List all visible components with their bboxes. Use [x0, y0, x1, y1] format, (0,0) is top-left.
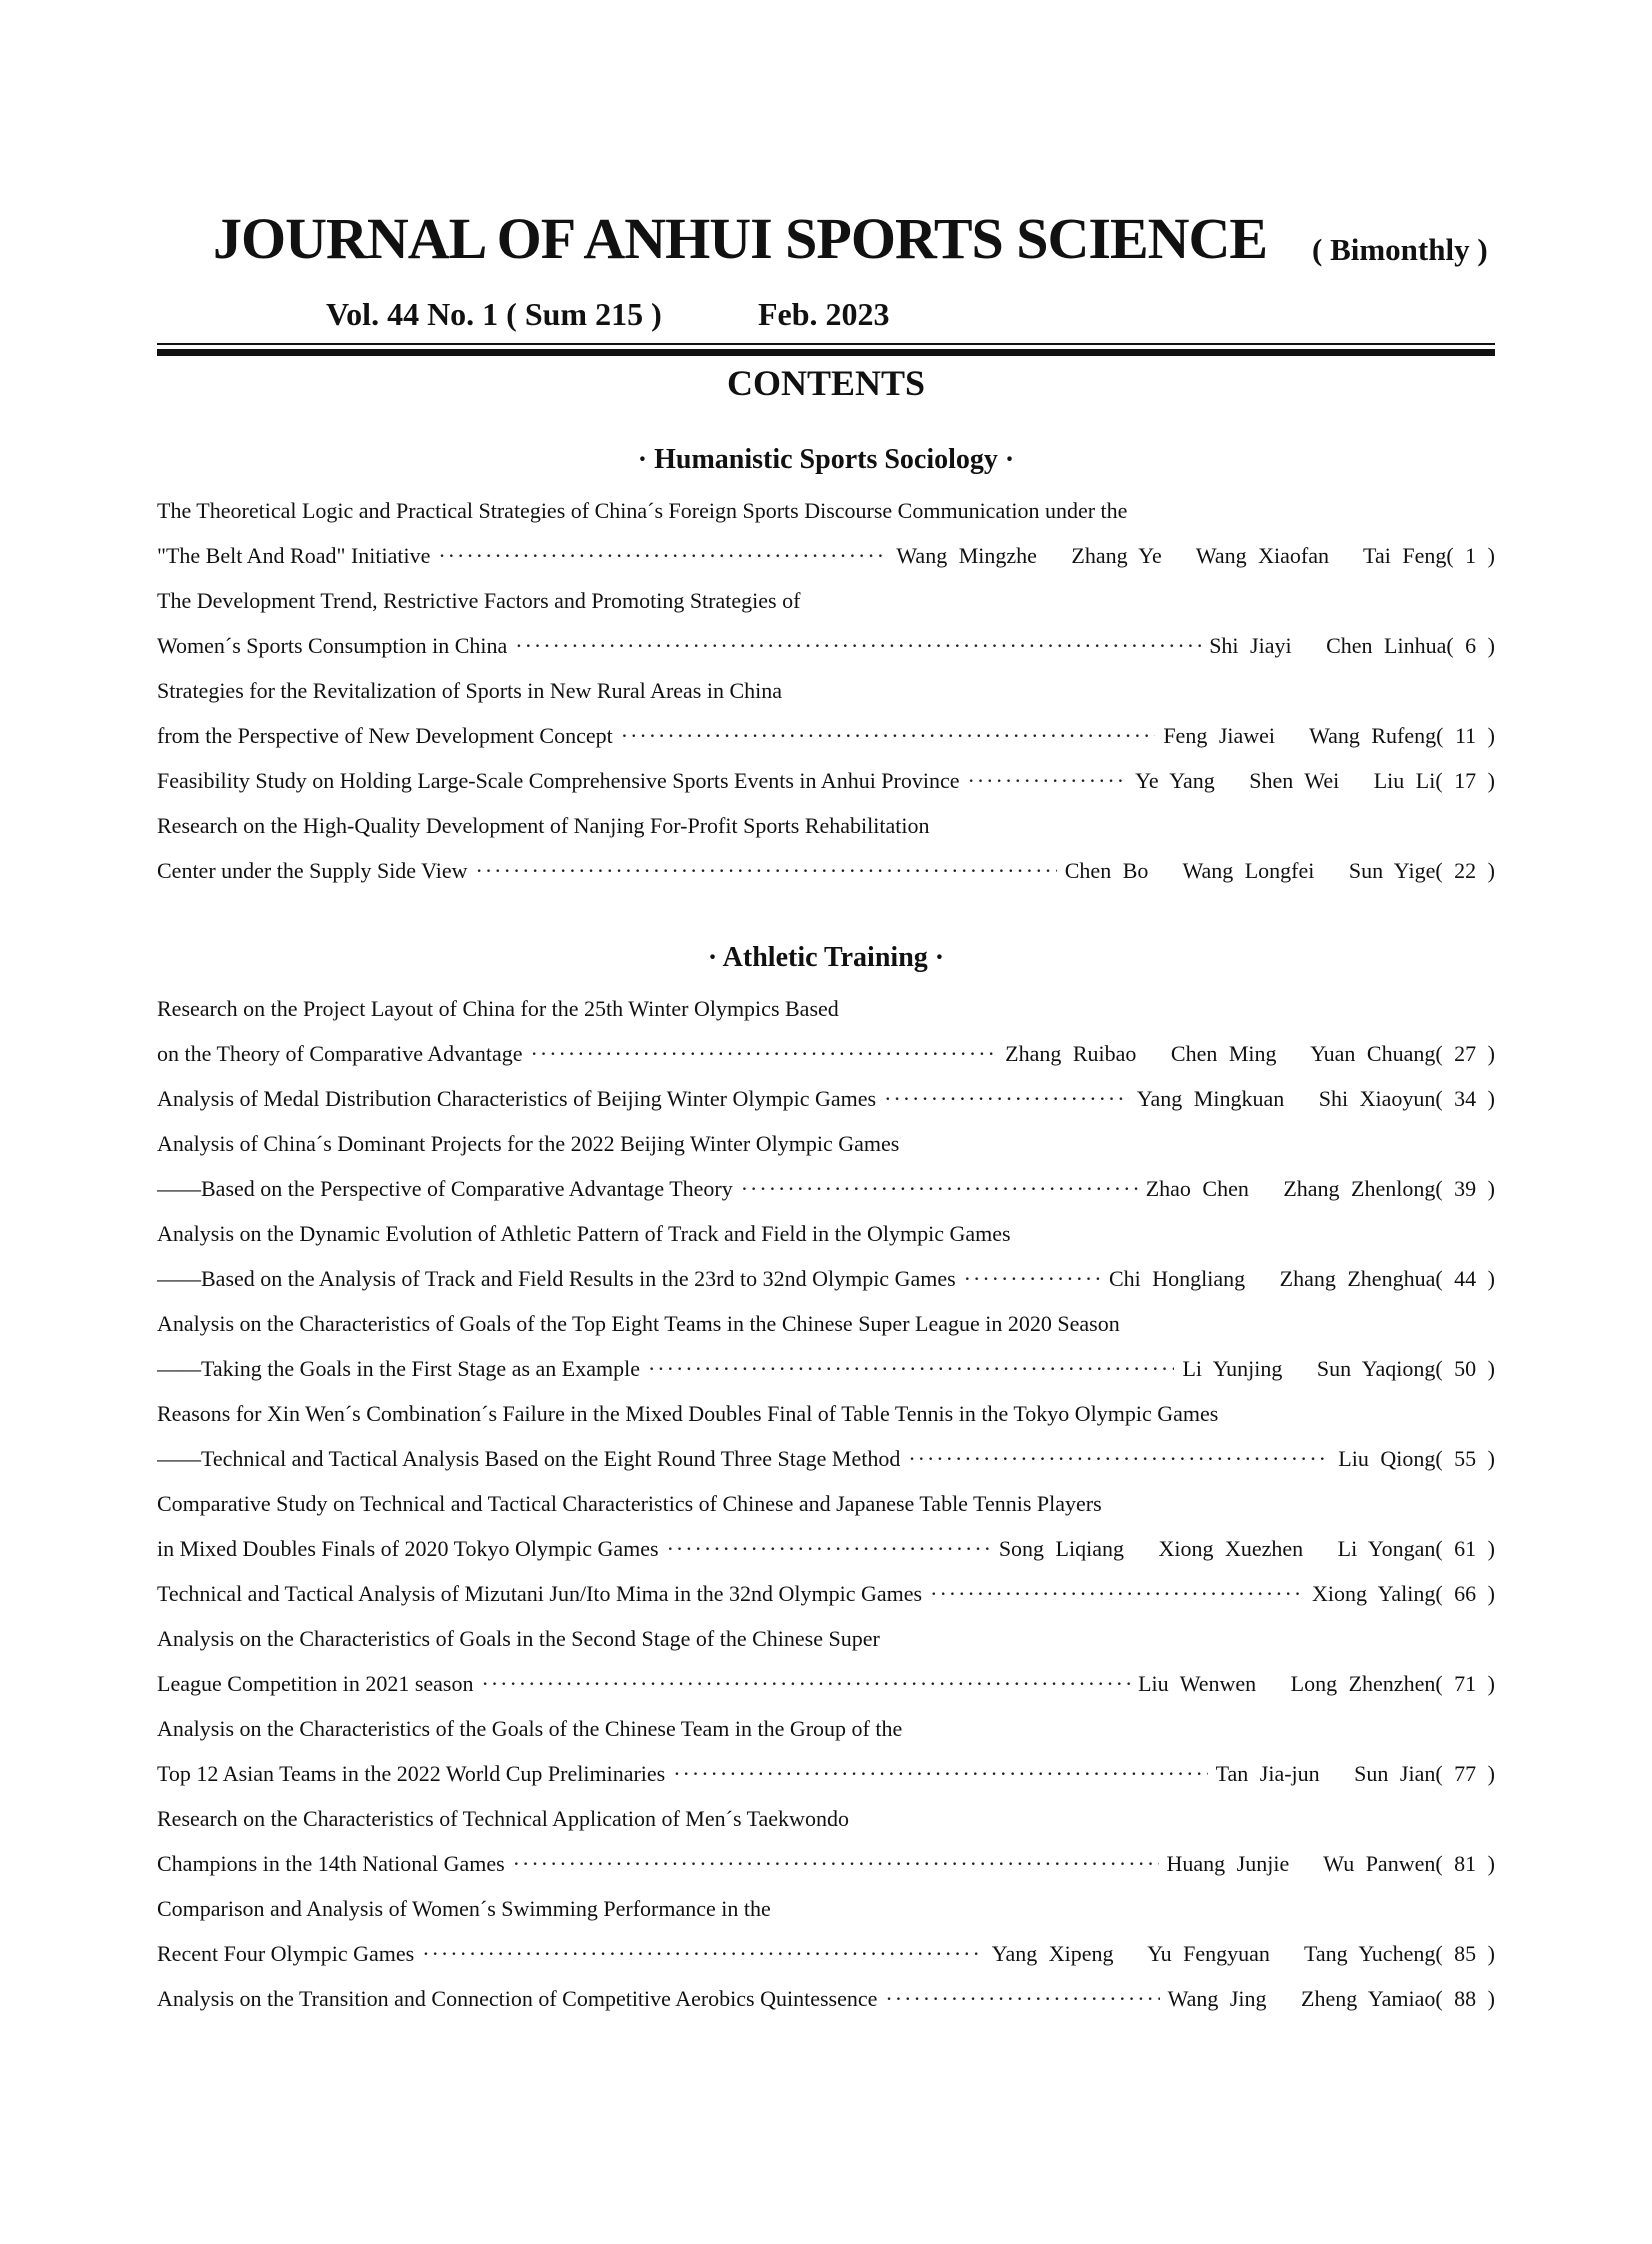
- toc-section-athletic: [157, 986, 1495, 2021]
- dot-leader: [621, 713, 1156, 758]
- dot-leader: [438, 533, 888, 578]
- toc-entry-title-line: ——Based on the Perspective of Comparative Advantage Theory: [157, 1176, 733, 1201]
- contents-heading: CONTENTS: [726, 363, 926, 403]
- toc-entry-authors-page: Liu Qiong( 55 ): [1338, 1446, 1495, 1471]
- toc-entry-title-line: Research on the Project Layout of China for the 25th Winter Olympics Based: [157, 996, 839, 1021]
- toc-entry[interactable]: [157, 803, 1495, 893]
- toc-entry-final-line: [157, 1661, 1495, 1706]
- toc-entry-authors-page: Wang Jing Zheng Yamiao( 88 ): [1167, 1986, 1495, 2011]
- toc-entry[interactable]: [157, 488, 1495, 578]
- toc-entry-final-line: [157, 1571, 1495, 1616]
- dot-leader: [513, 1841, 1159, 1886]
- toc-entry[interactable]: [157, 1481, 1495, 1571]
- journal-title: JOURNAL OF ANHUI SPORTS SCIENCE: [213, 206, 1268, 271]
- header-rule-thin: [157, 343, 1495, 345]
- toc-entry-title-line: on the Theory of Comparative Advantage: [157, 1041, 523, 1066]
- toc-entry-final-line: [157, 1436, 1495, 1481]
- toc-entry-authors-page: Yang Mingkuan Shi Xiaoyun( 34 ): [1136, 1086, 1495, 1111]
- toc-entry-title-line: ——Technical and Tactical Analysis Based on the Eight Round Three Stage Method: [157, 1446, 901, 1471]
- toc-entry[interactable]: [157, 1391, 1495, 1481]
- toc-entry[interactable]: [157, 1976, 1495, 2021]
- toc-entry[interactable]: [157, 758, 1495, 803]
- dot-leader: [476, 848, 1057, 893]
- toc-entry-authors-page: Song Liqiang Xiong Xuezhen Li Yongan( 61 ): [998, 1536, 1495, 1561]
- toc-entry-title-line: Analysis on the Characteristics of the Goals of the Chinese Team in the Group of the: [157, 1716, 903, 1741]
- dot-leader: [968, 758, 1128, 803]
- toc-entry-title-line: Analysis on the Characteristics of Goals of the Top Eight Teams in the Chinese Super League in 2020 Season: [157, 1311, 1120, 1336]
- toc-entry[interactable]: [157, 1121, 1495, 1211]
- toc-entry-title-line: Analysis of China´s Dominant Projects for the 2022 Beijing Winter Olympic Games: [157, 1131, 900, 1156]
- toc-entry-title-line: Analysis on the Dynamic Evolution of Athletic Pattern of Track and Field in the Olympic Games: [157, 1221, 1011, 1246]
- toc-entry-title-line: from the Perspective of New Development Concept: [157, 723, 613, 748]
- dot-leader: [531, 1031, 998, 1076]
- dot-leader: [673, 1751, 1207, 1796]
- toc-entry-authors-page: Li Yunjing Sun Yaqiong( 50 ): [1182, 1356, 1495, 1381]
- toc-entry-final-line: [157, 713, 1495, 758]
- header-rule-thick: [157, 349, 1495, 356]
- toc-entry[interactable]: [157, 1796, 1495, 1886]
- toc-entry-title-line: Reasons for Xin Wen´s Combination´s Failure in the Mixed Doubles Final of Table Tennis in the Tokyo Olympic Games: [157, 1401, 1219, 1426]
- toc-entry-authors-page: Huang Junjie Wu Panwen( 81 ): [1166, 1851, 1495, 1876]
- toc-entry-final-line: [157, 533, 1495, 578]
- section-heading: · Humanistic Sports Sociology ·: [637, 444, 1015, 475]
- volume-number: Vol. 44 No. 1 ( Sum 215 ): [326, 296, 662, 332]
- toc-entry-final-line: [157, 1751, 1495, 1796]
- toc-entry[interactable]: [157, 1706, 1495, 1796]
- toc-entry-title-line: The Theoretical Logic and Practical Strategies of China´s Foreign Sports Discourse Communication under the: [157, 498, 1128, 523]
- toc-entry-authors-page: Zhao Chen Zhang Zhenlong( 39 ): [1145, 1176, 1495, 1201]
- toc-entry[interactable]: [157, 668, 1495, 758]
- toc-entry-title-line: Champions in the 14th National Games: [157, 1851, 505, 1876]
- dot-leader: [667, 1526, 991, 1571]
- toc-entry-title-line: League Competition in 2021 season: [157, 1671, 474, 1696]
- toc-entry-authors-page: Zhang Ruibao Chen Ming Yuan Chuang( 27 ): [1005, 1041, 1495, 1066]
- toc-entry-final-line: [157, 1346, 1495, 1391]
- publication-frequency: ( Bimonthly ): [1312, 232, 1488, 267]
- toc-entry-title-line: Center under the Supply Side View: [157, 858, 468, 883]
- toc-entry[interactable]: [157, 1211, 1495, 1301]
- toc-entry-title-line: Comparison and Analysis of Women´s Swimming Performance in the: [157, 1896, 771, 1921]
- toc-entry-title-line: Top 12 Asian Teams in the 2022 World Cup Preliminaries: [157, 1761, 666, 1786]
- toc-entry-title-line: "The Belt And Road" Initiative: [157, 543, 431, 568]
- toc-entry-title-line: Feasibility Study on Holding Large-Scale Comprehensive Sports Events in Anhui Province: [157, 768, 960, 793]
- toc-entry-title-line: Analysis on the Transition and Connection of Competitive Aerobics Quintessence: [157, 1986, 878, 2011]
- toc-entry-title-line: Analysis on the Characteristics of Goals in the Second Stage of the Chinese Super: [157, 1626, 880, 1651]
- toc-entry[interactable]: [157, 1571, 1495, 1616]
- toc-entry-final-line: [157, 1256, 1495, 1301]
- toc-entry-final-line: [157, 848, 1495, 893]
- toc-entry-authors-page: Chen Bo Wang Longfei Sun Yige( 22 ): [1064, 858, 1495, 883]
- dot-leader: [884, 1076, 1129, 1121]
- section-heading: · Athletic Training ·: [707, 942, 945, 973]
- toc-entry[interactable]: [157, 1616, 1495, 1706]
- toc-entry-title-line: Comparative Study on Technical and Tactical Characteristics of Chinese and Japanese Table Tennis Players: [157, 1491, 1102, 1516]
- dot-leader: [648, 1346, 1174, 1391]
- toc-entry-final-line: [157, 1031, 1495, 1076]
- toc-entry-title-line: Technical and Tactical Analysis of Mizutani Jun/Ito Mima in the 32nd Olympic Games: [157, 1581, 923, 1606]
- toc-entry-authors-page: Shi Jiayi Chen Linhua( 6 ): [1209, 633, 1495, 658]
- toc-entry[interactable]: [157, 578, 1495, 668]
- toc-entry-title-line: Analysis of Medal Distribution Characteristics of Beijing Winter Olympic Games: [157, 1086, 877, 1111]
- toc-entry-authors-page: Feng Jiawei Wang Rufeng( 11 ): [1163, 723, 1495, 748]
- issue-date: Feb. 2023: [758, 296, 890, 332]
- dot-leader: [885, 1976, 1159, 2021]
- dot-leader: [964, 1256, 1101, 1301]
- toc-section-humanistic: [157, 488, 1495, 893]
- toc-entry-authors-page: Wang Mingzhe Zhang Ye Wang Xiaofan Tai Feng( 1 ): [896, 543, 1495, 568]
- toc-entry-authors-page: Yang Xipeng Yu Fengyuan Tang Yucheng( 85 ): [991, 1941, 1495, 1966]
- toc-entry[interactable]: [157, 1076, 1495, 1121]
- toc-entry-final-line: [157, 1526, 1495, 1571]
- toc-entry-title-line: The Development Trend, Restrictive Factors and Promoting Strategies of: [157, 588, 801, 613]
- toc-entry-title-line: ——Based on the Analysis of Track and Field Results in the 23rd to 32nd Olympic Games: [157, 1266, 956, 1291]
- toc-entry-title-line: Strategies for the Revitalization of Sports in New Rural Areas in China: [157, 678, 783, 703]
- toc-entry-final-line: [157, 758, 1495, 803]
- toc-entry-final-line: [157, 1166, 1495, 1211]
- dot-leader: [515, 623, 1201, 668]
- dot-leader: [908, 1436, 1330, 1481]
- toc-entry-title-line: Recent Four Olympic Games: [157, 1941, 415, 1966]
- toc-entry-authors-page: Ye Yang Shen Wei Liu Li( 17 ): [1135, 768, 1495, 793]
- toc-entry-final-line: [157, 623, 1495, 668]
- toc-entry-title-line: ——Taking the Goals in the First Stage as an Example: [157, 1356, 640, 1381]
- toc-entry-final-line: [157, 1931, 1495, 1976]
- toc-entry-authors-page: Xiong Yaling( 66 ): [1311, 1581, 1495, 1606]
- toc-entry[interactable]: [157, 986, 1495, 1076]
- toc-entry-authors-page: Liu Wenwen Long Zhenzhen( 71 ): [1138, 1671, 1495, 1696]
- toc-entry[interactable]: [157, 1301, 1495, 1391]
- toc-entry-final-line: [157, 1976, 1495, 2021]
- toc-entry-final-line: [157, 1076, 1495, 1121]
- toc-entry-title-line: in Mixed Doubles Finals of 2020 Tokyo Olympic Games: [157, 1536, 659, 1561]
- dot-leader: [422, 1931, 984, 1976]
- dot-leader: [741, 1166, 1138, 1211]
- toc-entry-title-line: Women´s Sports Consumption in China: [157, 633, 508, 658]
- toc-entry-authors-page: Tan Jia-jun Sun Jian( 77 ): [1215, 1761, 1495, 1786]
- toc-entry-title-line: Research on the High-Quality Development of Nanjing For-Profit Sports Rehabilitation: [157, 813, 930, 838]
- toc-entry-authors-page: Chi Hongliang Zhang Zhenghua( 44 ): [1109, 1266, 1495, 1291]
- toc-entry-final-line: [157, 1841, 1495, 1886]
- dot-leader: [482, 1661, 1131, 1706]
- dot-leader: [930, 1571, 1304, 1616]
- toc-entry-title-line: Research on the Characteristics of Technical Application of Men´s Taekwondo: [157, 1806, 849, 1831]
- toc-entry[interactable]: [157, 1886, 1495, 1976]
